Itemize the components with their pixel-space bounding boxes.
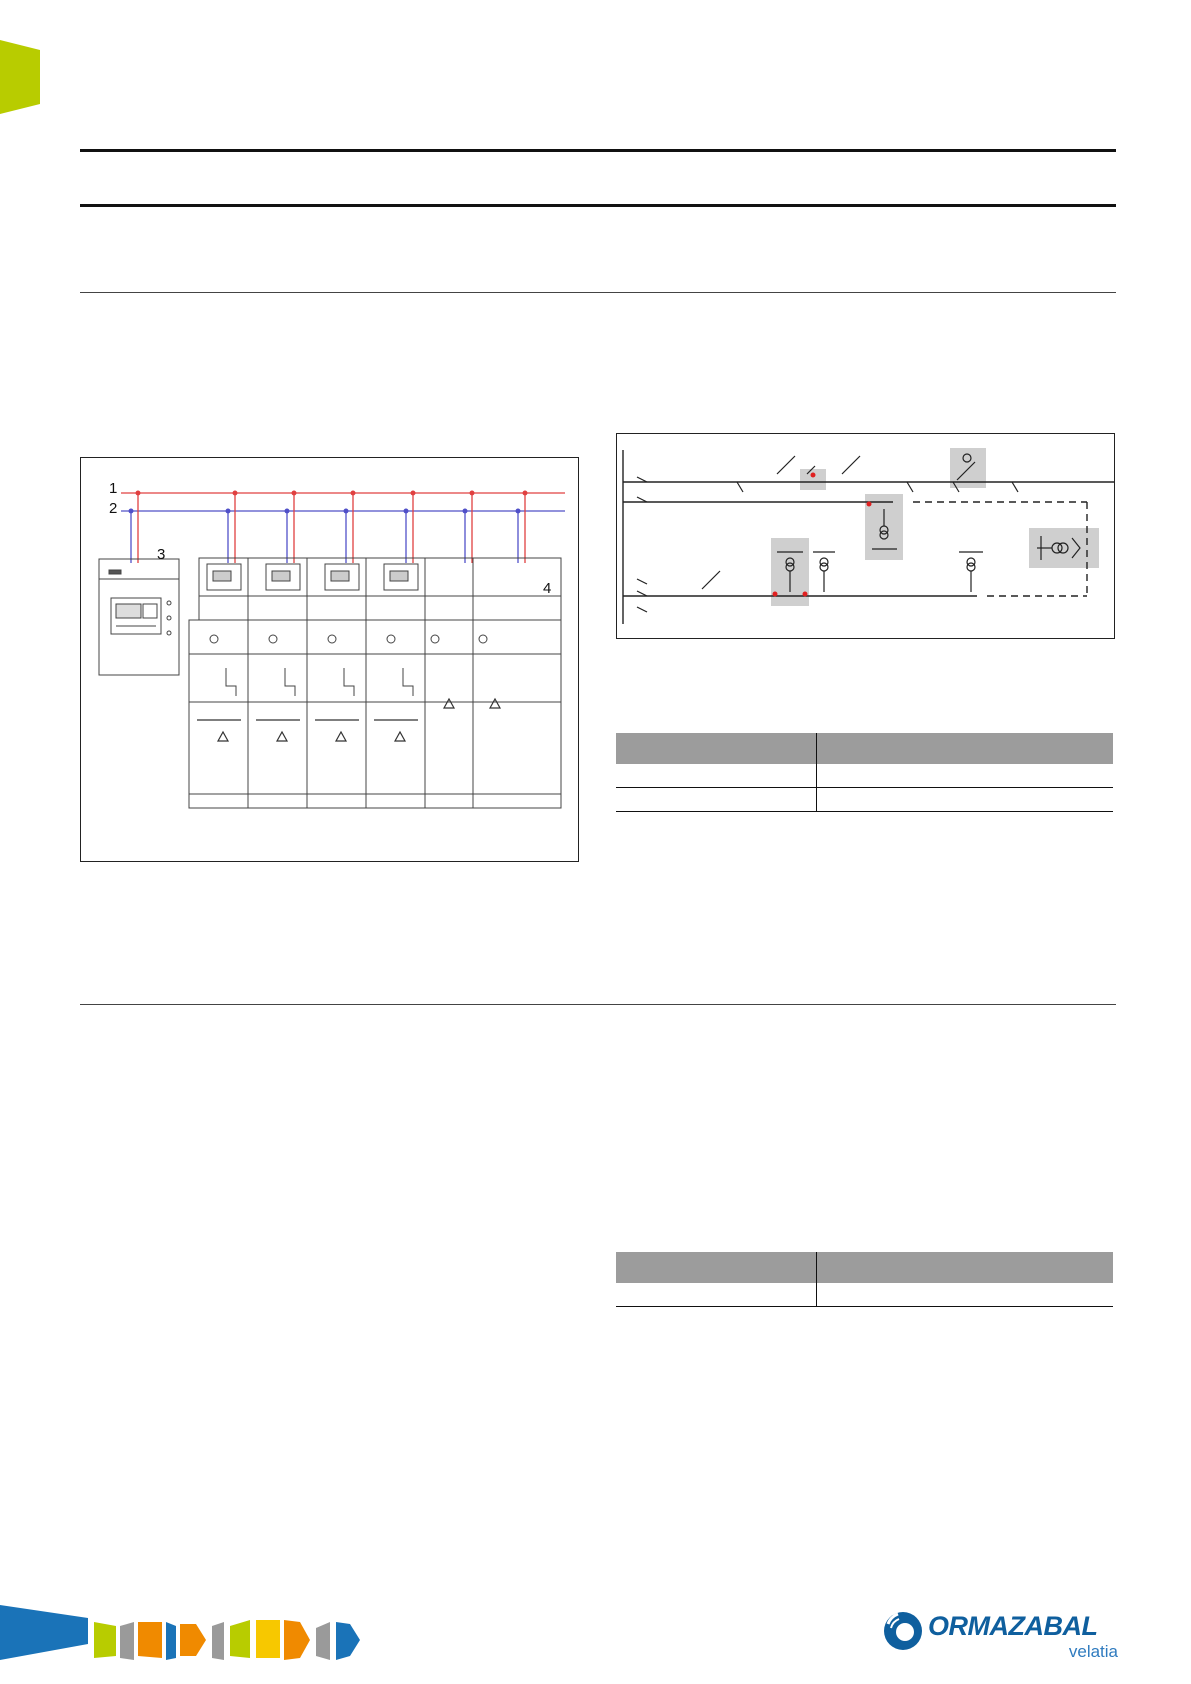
table-cell <box>816 788 1113 812</box>
switchgear-drawing <box>81 458 578 861</box>
single-line-drawing <box>617 434 1114 638</box>
brand-name: ORMAZABAL <box>928 1611 1098 1641</box>
table-cell <box>616 1283 816 1307</box>
table-header-row <box>616 733 1113 764</box>
table-cell <box>616 764 816 788</box>
single-line-diagram <box>616 433 1115 639</box>
table-header-row <box>616 1252 1113 1283</box>
table-cell <box>816 1283 1113 1307</box>
callout-4: 4 <box>543 580 552 597</box>
table-header-cell <box>616 1252 816 1283</box>
table-row <box>616 764 1113 788</box>
callout-1: 1 <box>109 480 118 497</box>
spec-table-2 <box>616 1252 1113 1307</box>
header-rule-bottom <box>80 204 1116 207</box>
table-cell <box>616 788 816 812</box>
brand-subname: velatia <box>1068 1642 1118 1661</box>
corner-tab-decoration <box>0 40 40 114</box>
header-rule-top <box>80 149 1116 152</box>
callout-2: 2 <box>109 500 118 517</box>
callout-3: 3 <box>157 546 166 563</box>
table-cell <box>816 764 1113 788</box>
section-divider-1 <box>80 292 1116 293</box>
ormazabal-logo <box>882 1608 1122 1664</box>
section-divider-2 <box>80 1004 1116 1005</box>
table-row <box>616 1283 1113 1307</box>
switchgear-figure <box>80 457 579 862</box>
table-header-cell <box>816 733 1113 764</box>
footer-decoration-strip <box>0 1600 400 1670</box>
table-row <box>616 788 1113 812</box>
ormazabal-emblem-icon <box>882 1608 924 1654</box>
table-header-cell <box>616 733 816 764</box>
table-header-cell <box>816 1252 1113 1283</box>
spec-table-1 <box>616 733 1113 812</box>
